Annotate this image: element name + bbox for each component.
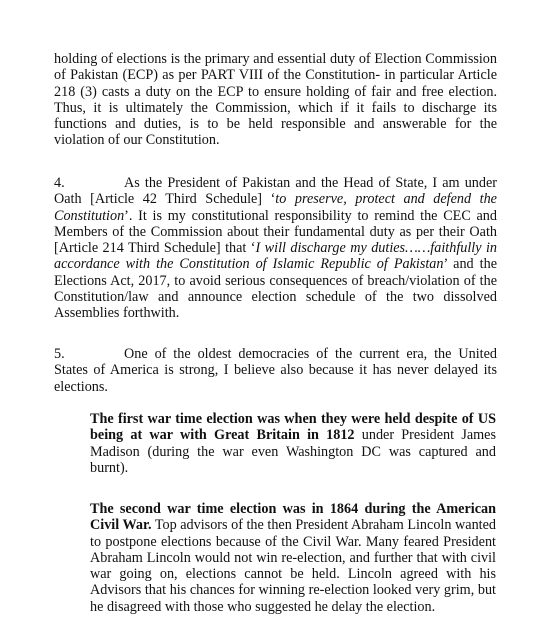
paragraph-text: As the President of Pakistan and the Head of State, I am under Oath [Article 42 Third Schedule] ‘ (54, 175, 497, 208)
block-quote-1864 (90, 501, 496, 615)
paragraph-text: holding of elections is the primary and essential duty of Election Commission of Pakistan (ECP) as per PART VIII of the Constitution- in particular Article 218 (3) casts a duty on the ECP to ensure holding of fair and free election. Thus, it is ultimately the Commission, which if it fails to discharge its functions and duties, is to be held responsible and answerable for the violation of our Constitution. (54, 51, 497, 149)
quote-emphasis: The first war time election was when they were held despite of US being at war with Great Britain in 1812 (90, 411, 496, 444)
paragraph-text: ’. It is my constitutional responsibility to remind the CEC and Members of the Commission about their fundamental duty as per their Oath [Article 214 Third Schedule] that ‘ (54, 207, 497, 257)
paragraph-text: One of the oldest democracies of the current era, the United States of America is strong, I believe also because it has never delayed its elections. (54, 346, 497, 395)
paragraph-3-continuation (54, 51, 497, 149)
paragraph-5 (54, 346, 497, 395)
quote-emphasis: The second war time election was in 1864 during the American Civil War. (90, 501, 496, 534)
paragraph-text: ’ and the Elections Act, 2017, to avoid serious consequences of breach/violation of the Constitution/law and announce election schedule of the two dissolved Assemblies forthwith. (54, 256, 497, 322)
quote-text: under President James Madison (during the war even Washington DC was captured and burnt). (90, 427, 496, 476)
oath-quote-president: to preserve, protect and defend the Constitution (54, 191, 497, 224)
paragraph-number: 5. (54, 346, 65, 362)
oath-quote-commission: I will discharge my duties……faithfully in accordance with the Constitution of Islamic Republic of Pakistan (54, 240, 497, 273)
block-quote-1812 (90, 411, 496, 476)
paragraph-4 (54, 175, 497, 322)
paragraph-number: 4. (54, 175, 65, 191)
quote-text: Top advisors of the then President Abraham Lincoln wanted to postpone elections because of the Civil War. Many feared President Abraham Lincoln would not win re-election, and further that with civil war going on, elections cannot be held. Lincoln agreed with his Advisors that his chances for winning re-election looked very grim, but he disagreed with those who suggested he delay the election. (90, 517, 496, 615)
